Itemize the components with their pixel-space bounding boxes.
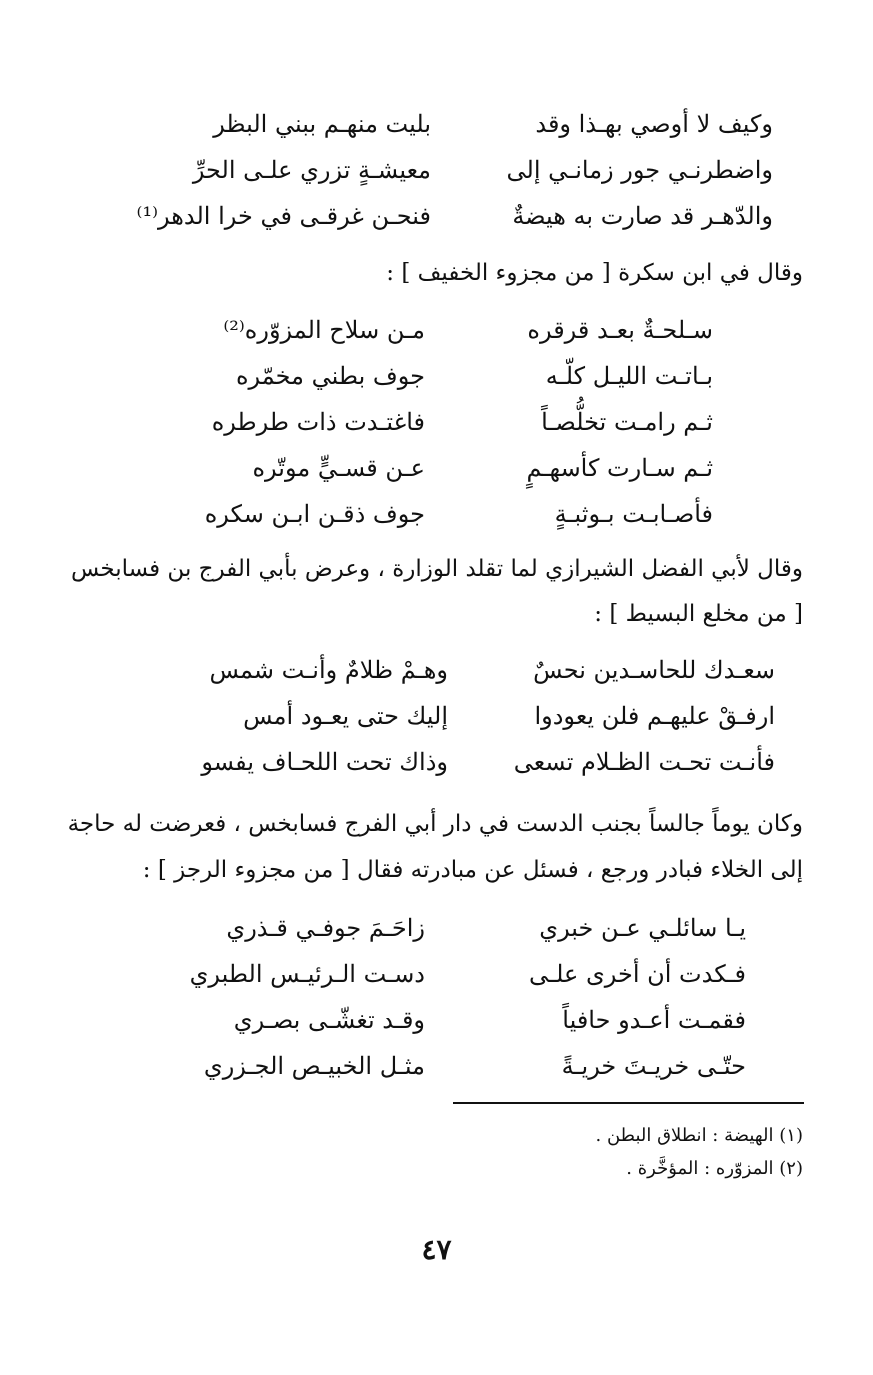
verse-line: [0, 106, 873, 152]
verse-second-hemistich: جوف بطني مخمّره: [235, 362, 425, 390]
verse-second-hemistich: مثـل الخبيـص الجـزري: [203, 1052, 425, 1080]
verse-second-hemistich: دسـت الـرئيـس الطبري: [189, 960, 425, 988]
intro-paragraph-3-line-1: وقال لأبي الفضل الشيرازي لما تقلد الوزارة ، وعرض بأبي الفرج بن فسابخس: [71, 556, 803, 582]
verse-second-hemistich: وهـمْ ظلامٌ وأنـت شمس: [209, 656, 448, 684]
verse-first-hemistich: فأصـابـت بـوثبـةٍ: [554, 500, 713, 528]
verse-first-hemistich: حتّـى خريـتَ خريـةً: [561, 1052, 746, 1080]
verse-line: [0, 198, 873, 244]
verse-second-hemistich: جوف ذقـن ابـن سكره: [204, 500, 425, 528]
verse-first-hemistich: ثـم سـارت كأسهـمٍ: [526, 454, 713, 482]
verse-first-hemistich: سعـدك للحاسـدين نحسٌ: [533, 656, 775, 684]
verse-first-hemistich: يـا سائلـي عـن خبري: [539, 914, 746, 942]
verse-second-hemistich: فاغتـدت ذات طرطره: [211, 408, 425, 436]
verse-first-hemistich: واضطرنـي جور زمانـي إلى: [506, 156, 773, 184]
page-number: ٤٧: [421, 1233, 452, 1266]
verse-second-hemistich: عـن قسـيٍّ موتّره: [252, 454, 425, 482]
verse-second-hemistich: بليت منهـم ببني البظر: [213, 110, 431, 138]
verse-first-hemistich: فقمـت أعـدو حافياً: [562, 1006, 746, 1034]
verse-line: [0, 956, 873, 1002]
verse-second-hemistich: مـن سلاح المزوّره⁽²⁾: [223, 316, 425, 344]
poem-3: [0, 652, 873, 790]
verse-first-hemistich: ارفـقْ عليهـم فلن يعودوا: [534, 702, 775, 730]
intro-paragraph-2: وقال في ابن سكرة [ من مجزوء الخفيف ] :: [386, 260, 803, 286]
verse-first-hemistich: والدّهـر قد صارت به هيضةٌ: [512, 202, 773, 230]
verse-line: [0, 404, 873, 450]
verse-first-hemistich: وكيف لا أوصي بهـذا وقد: [535, 110, 773, 138]
verse-first-hemistich: فـكدت أن أخرى علـى: [529, 960, 746, 988]
verse-line: [0, 698, 873, 744]
verse-first-hemistich: سـلحـةٌ بعـد قرقره: [527, 316, 713, 344]
verse-second-hemistich: فنحـن غرقـى في خرا الدهر⁽¹⁾: [136, 202, 431, 230]
verse-second-hemistich: معيشـةٍ تزري علـى الحرِّ: [192, 156, 431, 184]
footnote-2: (٢) المزوّره : المؤخَّرة .: [626, 1158, 803, 1179]
verse-line: [0, 744, 873, 790]
verse-line: [0, 652, 873, 698]
intro-paragraph-4-line-1: وكان يوماً جالساً بجنب الدست في دار أبي الفرج فسابخس ، فعرضت له حاجة: [67, 811, 803, 837]
verse-first-hemistich: فأنـت تحـت الظـلام تسعى: [513, 748, 775, 776]
verse-second-hemistich: وقـد تغشّـى بصـري: [233, 1006, 425, 1034]
verse-line: [0, 358, 873, 404]
poem-2: [0, 312, 873, 542]
poem-1: [0, 106, 873, 244]
verse-line: [0, 152, 873, 198]
verse-first-hemistich: ثـم رامـت تخلُّصـاً: [541, 408, 713, 436]
verse-second-hemistich: وذاك تحت اللحـاف يفسو: [201, 748, 448, 776]
verse-line: [0, 1002, 873, 1048]
verse-line: [0, 450, 873, 496]
verse-second-hemistich: زاحَـمَ جوفـي قـذري: [226, 914, 425, 942]
verse-line: [0, 496, 873, 542]
intro-paragraph-3-line-2: [ من مخلع البسيط ] :: [594, 601, 803, 627]
verse-line: [0, 910, 873, 956]
verse-line: [0, 1048, 873, 1094]
verse-first-hemistich: بـاتـت الليـل كلّـه: [545, 362, 713, 390]
poem-4: [0, 910, 873, 1094]
verse-line: [0, 312, 873, 358]
footnote-1: (١) الهيضة : انطلاق البطن .: [595, 1125, 803, 1146]
intro-paragraph-4-line-2: إلى الخلاء فبادر ورجع ، فسئل عن مبادرته فقال [ من مجزوء الرجز ] :: [142, 857, 803, 883]
verse-second-hemistich: إليك حتى يعـود أمس: [243, 702, 448, 730]
footnote-separator: [453, 1102, 804, 1104]
